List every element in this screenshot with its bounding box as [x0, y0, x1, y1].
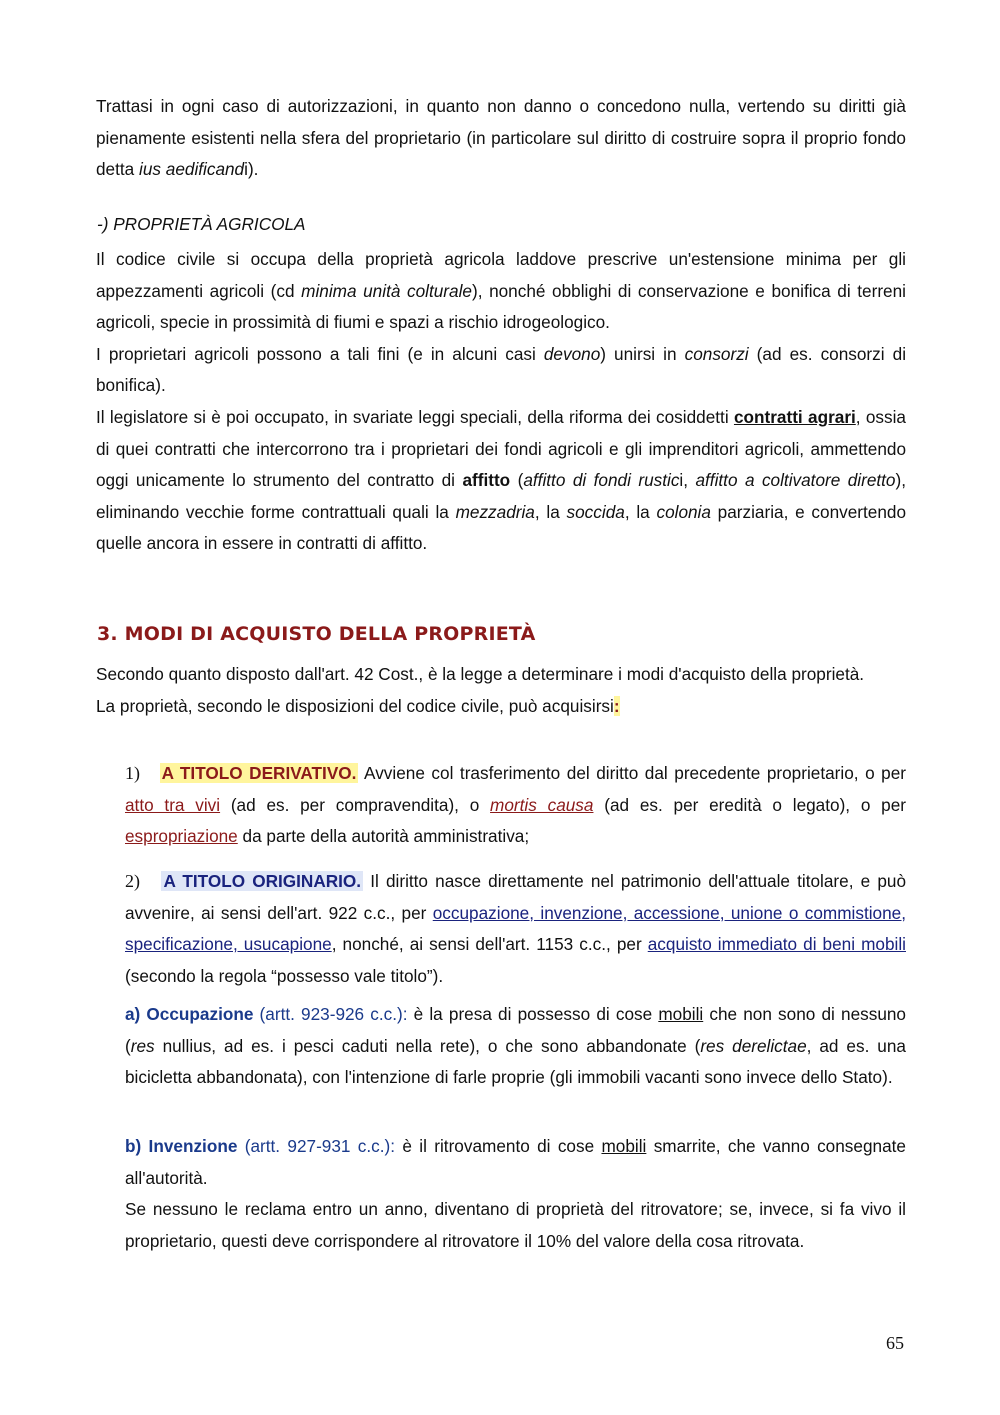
- affitto-term: affitto: [462, 470, 511, 491]
- section3-intro: [96, 659, 906, 722]
- link-modi-originari[interactable]: occupazione, invenzione, accessione, unione o commistione, specificazione, usucapione: [125, 902, 906, 955]
- label-occupazione: a) Occupazione: [125, 1004, 254, 1024]
- agri-p3: Il legislatore si è poi occupato, in svariate leggi speciali, della riforma dei cosiddetti contratti agrari, ossia di quei contratti che intercorrono tra i proprietari dei fondi agricoli e gli imprenditori agricoli, ammettendo oggi unicamente lo strumento del contratto di affitto (affitto di fondi rustici, affitto a coltivatore diretto), eliminando vecchie forme contrattuali quali la mezzadria, la soccida, la colonia parziaria, e convertendo quelle ancora in essere in contratti di affitto.: [96, 406, 907, 554]
- subheading-proprieta-agricola: -) PROPRIETÀ AGRICOLA: [97, 214, 306, 234]
- intro-text: Trattasi in ogni caso di autorizzazioni, in quanto non danno o concedono nulla, vertendo su diritti già pienamente esistenti nella sfera del proprietario (in particolare sul diritto di costruire sopra il proprio fondo detta: [96, 96, 906, 180]
- agri-paragraphs: [96, 244, 906, 560]
- list-number: 1): [125, 763, 140, 783]
- ref-occupazione: (artt. 923-926 c.c.):: [253, 1004, 414, 1024]
- ref-invenzione: (artt. 927-931 c.c.):: [237, 1136, 396, 1156]
- invenzione-paragraph: b) Invenzione (artt. 927-931 c.c.): è il ritrovamento di cose mobili smarrite, che vanno consegnate all'autorità. Se nessuno le reclama entro un anno, diventano di proprietà del ritrovatore; se, invece, si fa vivo il proprietario, questi deve corrispondere al ritrovatore il 10% del valore della cosa ritrovata.: [125, 1131, 906, 1257]
- intro-text-end: i).: [244, 159, 259, 180]
- contratti-agrari-term: contratti agrari: [733, 406, 856, 427]
- label-invenzione: b) Invenzione: [125, 1136, 238, 1156]
- list-number: 2): [125, 871, 140, 891]
- page-number: 65: [886, 1333, 904, 1353]
- link-atto-tra-vivi[interactable]: atto tra vivi: [125, 794, 221, 815]
- occupazione-paragraph: a) Occupazione (artt. 923-926 c.c.): è la presa di possesso di cose mobili che non sono di nessuno (res nullius, ad es. i pesci caduti nella rete), o che sono abbandonate (res derelictae, ad es. una bicicletta abbandonata), con l'intenzione di farle proprie (gli immobili vacanti sono invece dello Stato).: [125, 1004, 906, 1088]
- label-titolo-derivativo: A TITOLO DERIVATIVO.: [161, 763, 357, 783]
- agri-p2: I proprietari agricoli possono a tali fini (e in alcuni casi devono) unirsi in consorzi (ad es. consorzi di bonifica).: [96, 343, 907, 396]
- section3-p1: Secondo quanto disposto dall'art. 42 Cost., è la legge a determinare i modi d'acquisto della proprietà.: [96, 664, 865, 684]
- label-titolo-originario: A TITOLO ORIGINARIO.: [163, 871, 362, 891]
- intro-italic: ius aedificand: [139, 159, 245, 180]
- list-item-originario: 2) A TITOLO ORIGINARIO. Il diritto nasce direttamente nel patrimonio dell'attuale titolare, e può avvenire, ai sensi dell'art. 922 c.c., per occupazione, invenzione, accessione, unione o commistione, specificazione, usucapione, nonché, ai sensi dell'art. 1153 c.c., per acquisto immediato di beni mobili (secondo la regola “possesso vale titolo”).: [125, 871, 906, 986]
- list-item-derivativo: 1) A TITOLO DERIVATIVO. Avviene col trasferimento del diritto dal precedente proprietario, o per atto tra vivi (ad es. per compravendita), o mortis causa (ad es. per eredità o legato), o per espropriazione da parte della autorità amministrativa;: [125, 763, 907, 847]
- section3-p2: La proprietà, secondo le disposizioni del codice civile, può acquisirsi:: [96, 695, 620, 716]
- invenzione-p2: Se nessuno le reclama entro un anno, diventano di proprietà del ritrovatore; se, invece, si fa vivo il proprietario, questi deve corrispondere al ritrovatore il 10% del valore della cosa ritrovata.: [125, 1199, 906, 1251]
- link-acquisto-beni-mobili[interactable]: acquisto immediato di beni mobili: [647, 934, 906, 955]
- agri-p1: Il codice civile si occupa della proprietà agricola laddove prescrive un'estensione minima per gli appezzamenti agricoli (cd minima unità colturale), nonché obblighi di conservazione e bonifica di terreni agricoli, specie in prossimità di fiumi e spazi a rischio idrogeologico.: [96, 249, 906, 333]
- intro-paragraph: [96, 91, 906, 186]
- section-heading: 3. MODI DI ACQUISTO DELLA PROPRIETÀ: [97, 623, 536, 645]
- link-espropriazione[interactable]: espropriazione: [125, 826, 238, 847]
- link-mortis-causa[interactable]: mortis causa: [490, 794, 594, 815]
